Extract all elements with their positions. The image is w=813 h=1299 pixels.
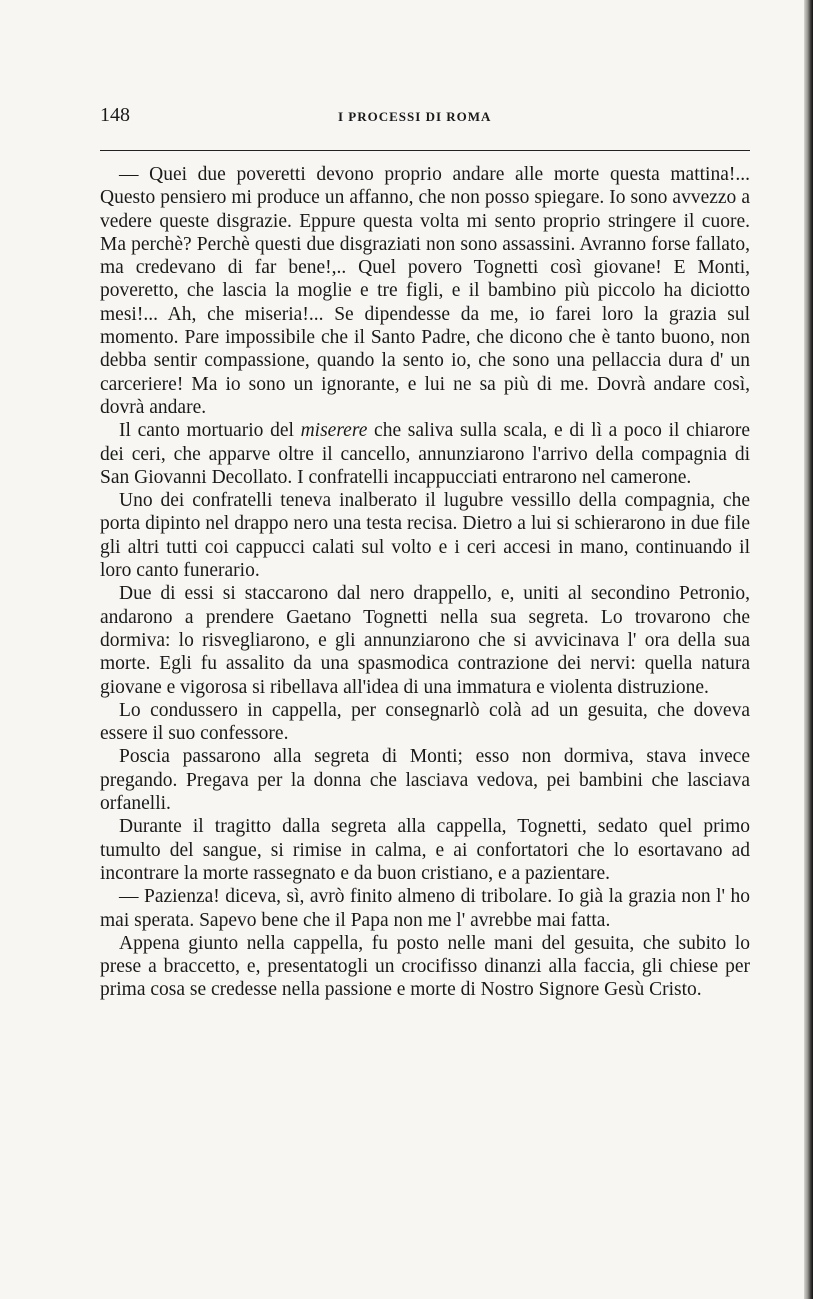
paragraph-text-after: che saliva sulla scala, e di lì a poco il chiarore dei ceri, che apparve oltre il cancello, annunziarono l'arrivo della compagnia di San Giovanni Decollato. I confratelli incappucciati entrarono nel camerone.: [100, 420, 750, 488]
paragraph-tragitto: Durante il tragitto dalla segreta alla cappella, Tognetti, sedato quel primo tumulto del sangue, si rimise in calma, e ai confortatori che lo esortavano ad incontrare la morte rassegnato e da buon cristiano, e a pazientare.: [100, 816, 750, 884]
header-rule: [100, 150, 750, 151]
paragraph-tognetti-segreta: Due di essi si staccarono dal nero drappello, e, uniti al secondino Petronio, andarono a prendere Gaetano Tognetti nella sua segreta. Lo trovarono che dormiva: lo risvegliarono, e gli annunziarono che si avvicinava l' ora della sua morte. Egli fu assalito da una spasmodica contrazione dei nervi: quella natura giovane e vigorosa si ribellava all'idea di una immatura e violenta distruzione.: [100, 583, 750, 698]
page-header: [100, 104, 750, 134]
page-number: 148: [100, 104, 130, 126]
paragraph-monti: Poscia passarono alla segreta di Monti; esso non dormiva, stava invece pregando. Pregava per la donna che lasciava vedova, pei bambini che lasciava orfanelli.: [100, 746, 750, 815]
paragraph-carceriere-monologue: — Quei due poveretti devono proprio andare alle morte questa mattina!... Questo pensiero mi produce un affanno, che non posso spiegare. Io sono avvezzo a vedere queste disgrazie. Eppure questa volta mi sento proprio stringere il cuore. Ma perchè? Perchè questi due disgraziati non sono assassini. Avranno forse fallato, ma credevano di far bene!,.. Quel povero Tognetti così giovane! E Monti, poveretto, che lascia la moglie e tre figli, e il bambino più piccolo ha diciotto mesi!... Ah, che miseria!... Se dipendesse da me, io farei loro la grazia sul momento. Pare impossibile che il Santo Padre, che dicono che è tanto buono, non debba sentir compassione, quando la sento io, che sono una pellaccia dura d' un carceriere! Ma io sono un ignorante, e lui ne sa più di me. Dovrà andare così, dovrà andare.: [100, 164, 750, 418]
paragraph-canto-mortuario: [100, 419, 750, 489]
body-text: [100, 163, 750, 1002]
paragraph-cappella: Lo condussero in cappella, per consegnarlò colà ad un gesuita, che doveva essere il suo confessore.: [100, 699, 750, 745]
paragraph-pazienza: — Pazienza! diceva, sì, avrò finito almeno di tribolare. Io già la grazia non l' ho mai sperata. Sapevo bene che il Papa non me l' avrebbe mai fatta.: [100, 886, 750, 931]
page-edge-shadow: [804, 0, 813, 1299]
running-head: I PROCESSI DI ROMA: [338, 109, 492, 124]
paragraph-gesuita: Appena giunto nella cappella, fu posto nelle mani del gesuita, che subito lo prese a braccetto, e, presentatogli un crocifisso dinanzi alla faccia, gli chiese per prima cosa se credesse nella passione e morte di Nostro Signore Gesù Cristo.: [100, 932, 750, 1001]
paragraph-vessillo: Uno dei confratelli teneva inalberato il lugubre vessillo della compagnia, che porta dipinto nel drappo nero una testa recisa. Dietro a lui si schierarono in due file gli altri tutti coi cappucci calati sul volto e i ceri accesi in mano, continuando il loro canto funerario.: [100, 490, 750, 582]
emphasis-miserere: miserere: [300, 420, 368, 442]
book-page: [100, 104, 750, 1002]
paragraph-text-before: Il canto mortuario del: [119, 420, 301, 442]
